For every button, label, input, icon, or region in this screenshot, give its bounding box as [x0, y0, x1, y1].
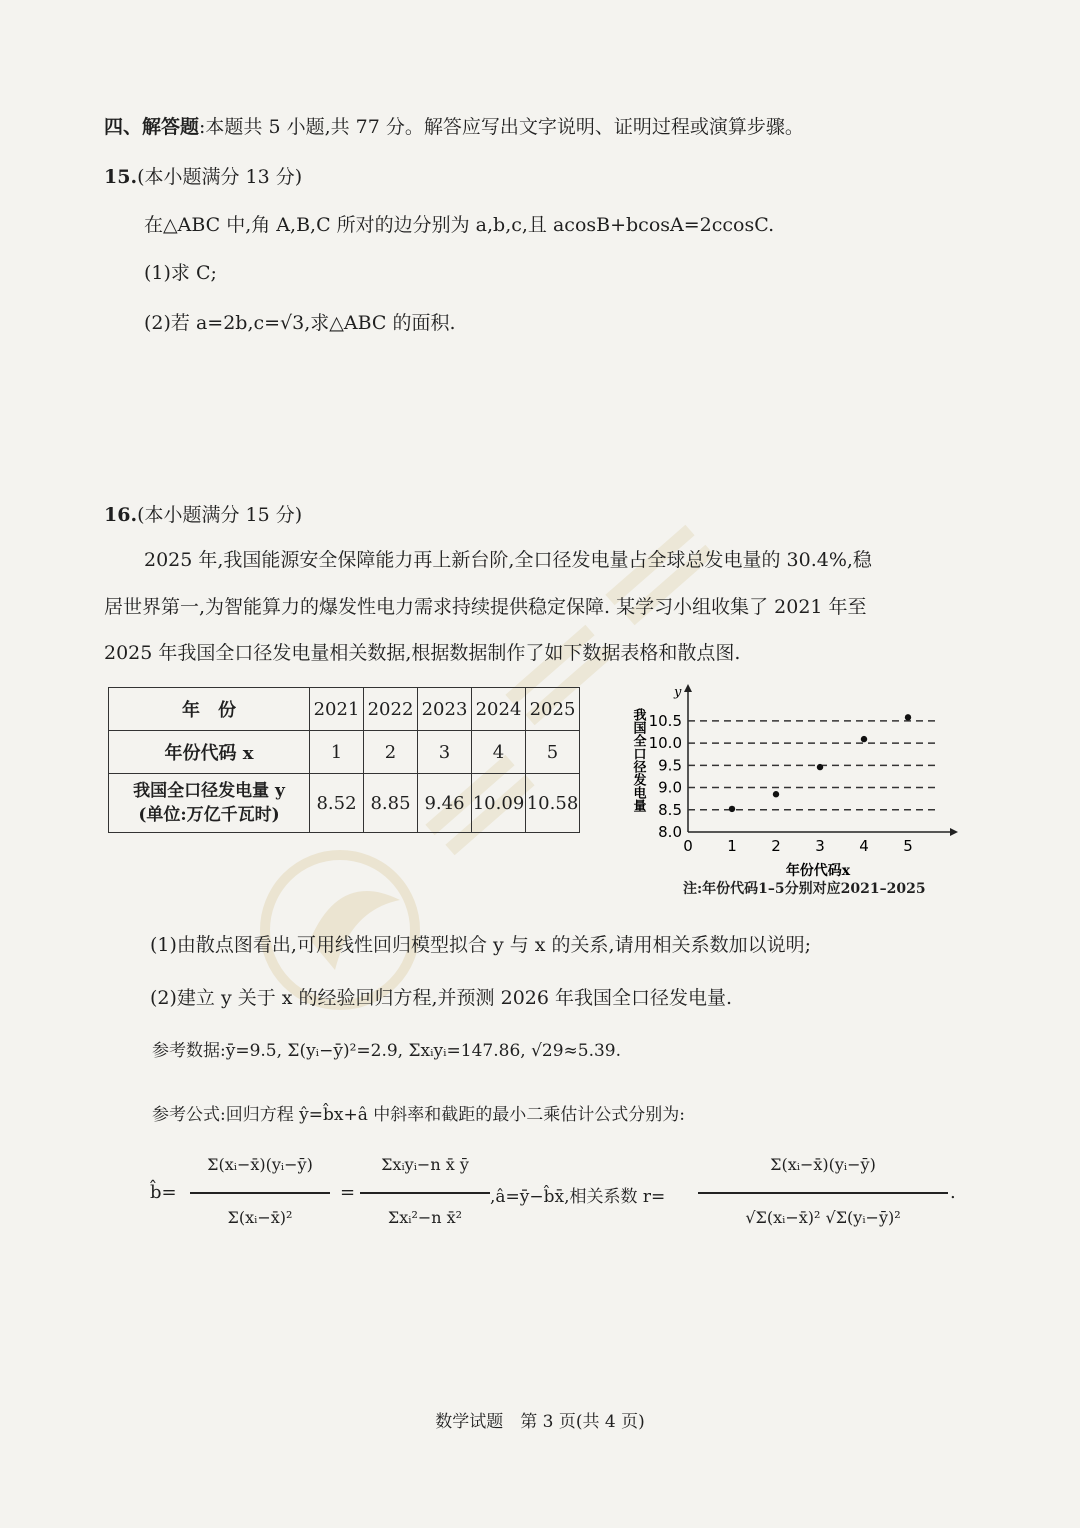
formula-den2: Σxᵢ²−n x̄² — [387, 1208, 463, 1227]
data-table — [108, 687, 580, 833]
chart-note: 注:年份代码1–5分别对应2021–2025 — [683, 881, 926, 897]
table-cell-code: 5 — [526, 731, 580, 774]
q16-para-line2: 居世界第一,为智能算力的爆发性电力需求持续提供稳定保障. 某学习小组收集了 2021 年至 — [104, 596, 867, 618]
y-tick-label: 8.0 — [658, 823, 682, 841]
table-cell-year: 2022 — [364, 688, 418, 731]
formula-a-hat: ,â=ȳ−b̂x̄,相关系数 r= — [490, 1187, 666, 1207]
table-header-value — [109, 774, 310, 833]
table-row-code — [109, 731, 580, 774]
formula-eq: = — [340, 1182, 356, 1203]
y-tick-label: 10.5 — [648, 711, 682, 730]
q16-para-line1: 2025 年,我国能源安全保障能力再上新台阶,全口径发电量占全球总发电量的 30.4%,稳 — [144, 549, 872, 571]
table-cell-value: 9.46 — [418, 774, 472, 833]
data-point — [817, 764, 823, 770]
q16-part1: (1)由散点图看出,可用线性回归模型拟合 y 与 x 的关系,请用相关系数加以说明; — [150, 934, 812, 956]
scatter-chart — [620, 680, 960, 880]
page-footer: 数学试题 第 3 页(共 4 页) — [435, 1412, 645, 1432]
y-tick-label: 10.0 — [648, 734, 682, 753]
section-title: 四、解答题 — [104, 116, 200, 138]
ref-formula: 参考公式:回归方程 ŷ=b̂x+â 中斜率和截距的最小二乘估计公式分别为: — [152, 1105, 685, 1125]
formula-block — [150, 1150, 970, 1250]
table-cell-value: 8.85 — [364, 774, 418, 833]
formula-num3: Σ(xᵢ−x̄)(yᵢ−ȳ) — [770, 1155, 876, 1174]
y-axis-letter: y — [674, 685, 682, 700]
q16-number: 16. — [104, 504, 138, 526]
q15-part1: (1)求 C; — [144, 262, 217, 284]
formula-den1: Σ(xᵢ−x̄)² — [227, 1208, 293, 1227]
ref-data: 参考数据:ȳ=9.5, Σ(yᵢ−ȳ)²=2.9, Σxᵢyᵢ=147.86, √29≈5.39. — [152, 1041, 622, 1061]
data-point — [773, 791, 779, 797]
table-header-value-line1: 我国全口径发电量 y — [133, 781, 285, 801]
y-tick-label: 8.5 — [658, 800, 682, 819]
table-cell-value: 8.52 — [310, 774, 364, 833]
y-tick-label: 9.0 — [658, 778, 682, 797]
fraction-bar — [360, 1192, 490, 1194]
formula-b-hat: b̂= — [150, 1182, 177, 1203]
q15-score: (本小题满分 13 分) — [137, 166, 303, 188]
x-tick-label: 4 — [859, 837, 869, 855]
q15-number: 15. — [104, 166, 138, 188]
table-cell-value: 10.58 — [526, 774, 580, 833]
q15-part2: (2)若 a=2b,c=√3,求△ABC 的面积. — [144, 312, 456, 334]
x-axis-label: 年份代码x — [785, 863, 851, 879]
table-header-code: 年份代码 x — [109, 731, 310, 774]
table-cell-year: 2021 — [310, 688, 364, 731]
section-desc: :本题共 5 小题,共 77 分。解答应写出文字说明、证明过程或演算步骤。 — [199, 116, 804, 138]
y-tick-label: 9.5 — [658, 756, 682, 775]
x-tick-label: 5 — [903, 837, 913, 855]
x-tick-label: 2 — [771, 837, 781, 855]
table-cell-year: 2024 — [472, 688, 526, 731]
section-header — [104, 112, 804, 139]
q16-para-line3: 2025 年我国全口径发电量相关数据,根据数据制作了如下数据表格和散点图. — [104, 642, 741, 664]
x-tick-label: 1 — [727, 837, 737, 855]
table-row-value — [109, 774, 580, 833]
formula-num1: Σ(xᵢ−x̄)(yᵢ−ȳ) — [207, 1155, 313, 1174]
x-tick-label: 0 — [683, 837, 693, 855]
y-axis-label: 我国全口径发电量 — [630, 708, 646, 812]
table-header-value-line2: (单位:万亿千瓦时) — [138, 805, 280, 825]
fraction-bar — [698, 1192, 948, 1194]
data-point — [905, 714, 911, 720]
table-row-year — [109, 688, 580, 731]
table-cell-code: 2 — [364, 731, 418, 774]
q16-score: (本小题满分 15 分) — [137, 504, 303, 526]
x-axis-arrow — [950, 828, 958, 836]
formula-den3: √Σ(xᵢ−x̄)² √Σ(yᵢ−ȳ)² — [745, 1208, 901, 1227]
y-axis-arrow — [684, 684, 692, 692]
table-cell-code: 3 — [418, 731, 472, 774]
table-cell-code: 1 — [310, 731, 364, 774]
q15-stem: 在△ABC 中,角 A,B,C 所对的边分别为 a,b,c,且 acosB+bcosA=2ccosC. — [144, 214, 775, 236]
table-cell-year: 2025 — [526, 688, 580, 731]
data-point — [861, 736, 867, 742]
x-tick-label: 3 — [815, 837, 825, 855]
table-header-year: 年 份 — [109, 688, 310, 731]
fraction-bar — [190, 1192, 330, 1194]
formula-end: . — [950, 1182, 956, 1203]
q15-header — [104, 162, 302, 189]
table-cell-code: 4 — [472, 731, 526, 774]
table-cell-year: 2023 — [418, 688, 472, 731]
table-cell-value: 10.09 — [472, 774, 526, 833]
data-point — [729, 806, 735, 812]
q16-header — [104, 500, 302, 527]
formula-num2: Σxᵢyᵢ−n x̄ ȳ — [381, 1155, 469, 1174]
q16-part2: (2)建立 y 关于 x 的经验回归方程,并预测 2026 年我国全口径发电量. — [150, 987, 733, 1009]
